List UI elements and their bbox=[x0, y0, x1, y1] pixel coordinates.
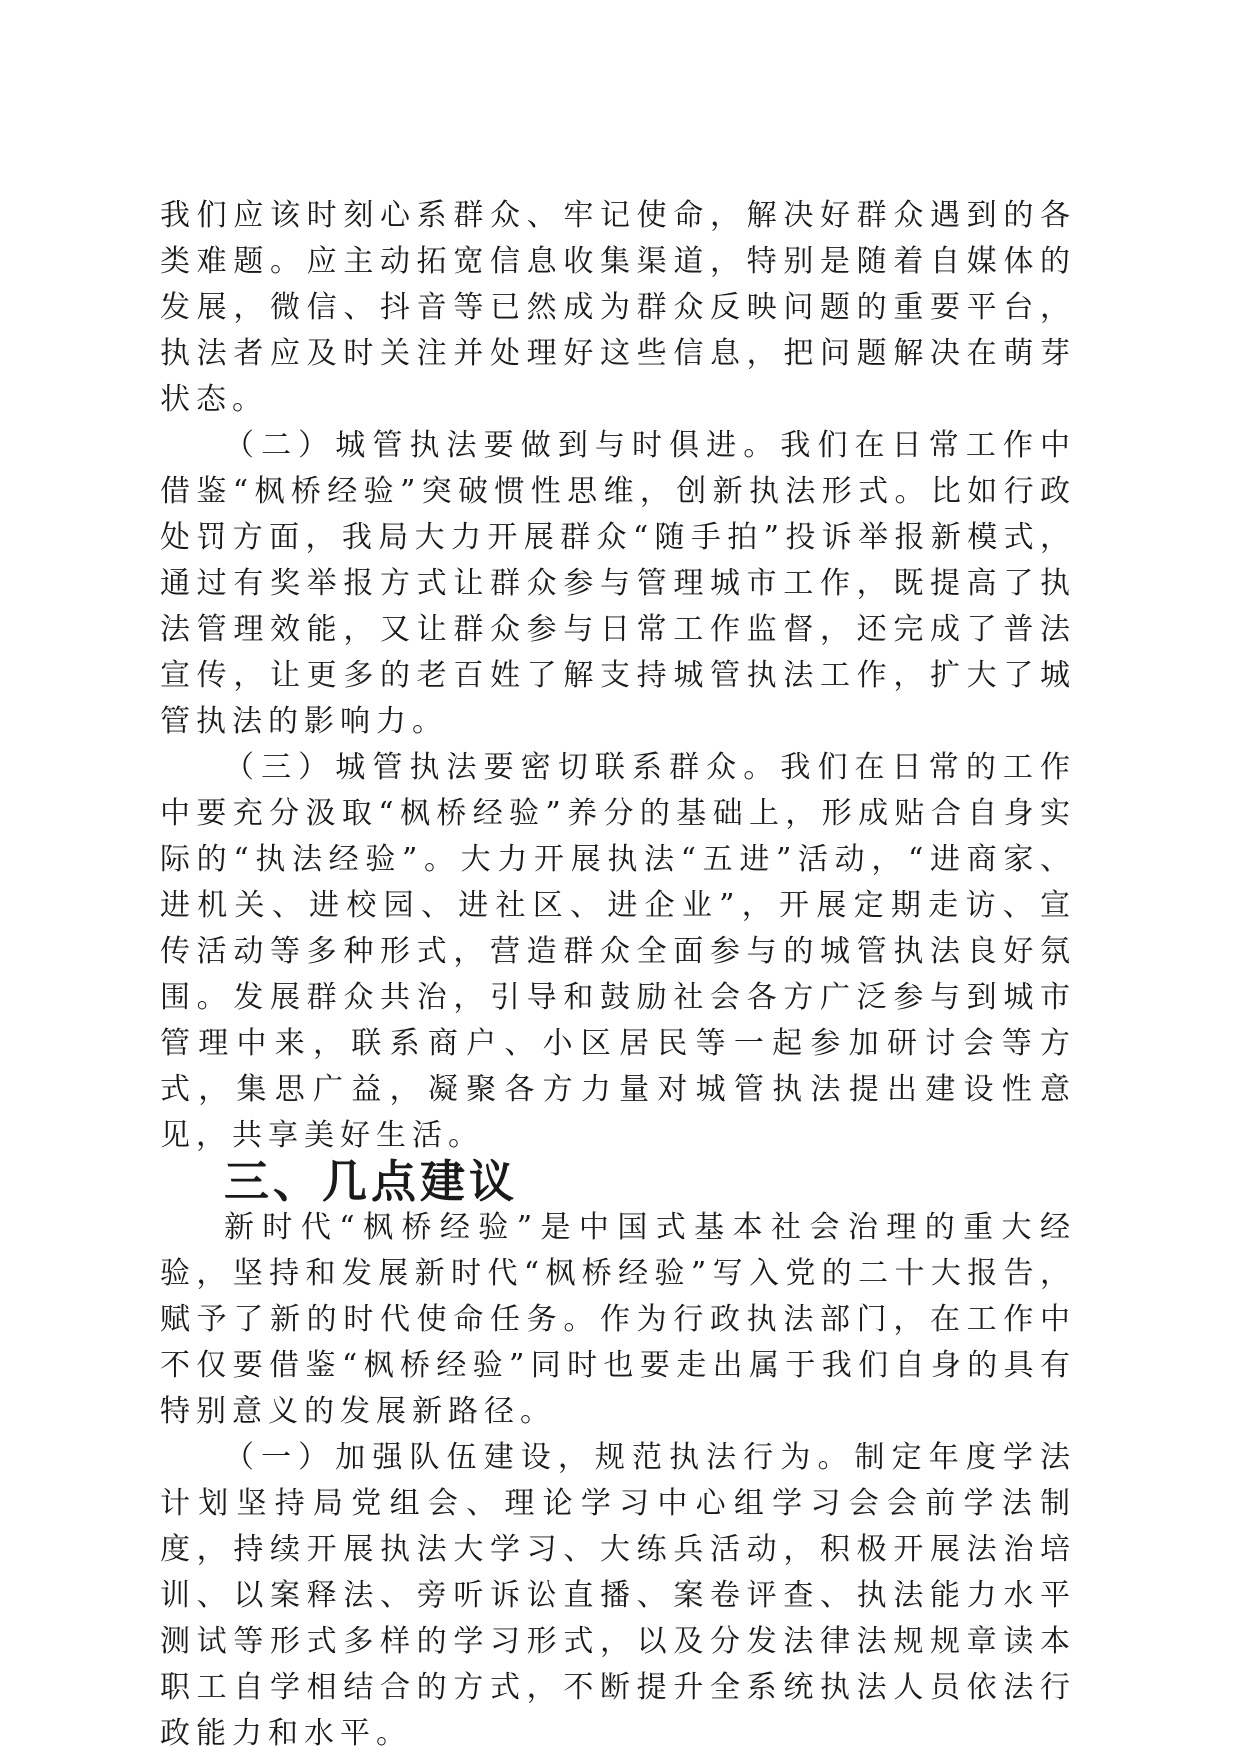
paragraph-section2-item2: （二）城管执法要做到与时俱进。我们在日常工作中借鉴“枫桥经验”突破惯性思维，创新执法形式。比如行政处罚方面，我局大力开展群众“随手拍”投诉举报新模式，通过有奖举报方式让群众参与管理城市工作，既提高了执法管理效能，又让群众参与日常工作监督，还完成了普法宣传，让更多的老百姓了解支持城管执法工作，扩大了城管执法的影响力。 bbox=[160, 428, 1076, 739]
paragraph-section3-intro: 新时代“枫桥经验”是中国式基本社会治理的重大经验，坚持和发展新时代“枫桥经验”写入党的二十大报告，赋予了新的时代使命任务。作为行政执法部门，在工作中不仅要借鉴“枫桥经验”同时也要走出属于我们自身的具有特别意义的发展新路径。 bbox=[160, 1210, 1076, 1429]
document-page bbox=[160, 193, 1076, 1757]
paragraph-section2-item3: （三）城管执法要密切联系群众。我们在日常的工作中要充分汲取“枫桥经验”养分的基础上，形成贴合自身实际的“执法经验”。大力开展执法“五进”活动，“进商家、进机关、进校园、进社区、进企业”，开展定期走访、宣传活动等多种形式，营造群众全面参与的城管执法良好氛围。发展群众共治，引导和鼓励社会各方广泛参与到城市管理中来，联系商户、小区居民等一起参加研讨会等方式，集思广益，凝聚各方力量对城管执法提出建设性意见，共享美好生活。 bbox=[160, 750, 1076, 1153]
paragraph-continued: 我们应该时刻心系群众、牢记使命，解决好群众遇到的各类难题。应主动拓宽信息收集渠道，特别是随着自媒体的发展，微信、抖音等已然成为群众反映问题的重要平台，执法者应及时关注并处理好这些信息，把问题解决在萌芽状态。 bbox=[160, 198, 1076, 417]
section-heading-3: 三、几点建议 bbox=[224, 1155, 519, 1208]
paragraph-section3-item1: （一）加强队伍建设，规范执法行为。制定年度学法计划坚持局党组会、理论学习中心组学习会会前学法制度，持续开展执法大学习、大练兵活动，积极开展法治培训、以案释法、旁听诉讼直播、案卷评查、执法能力水平测试等形式多样的学习形式，以及分发法律法规规章读本职工自学相结合的方式，不断提升全系统执法人员依法行政能力和水平。 bbox=[160, 1440, 1076, 1751]
